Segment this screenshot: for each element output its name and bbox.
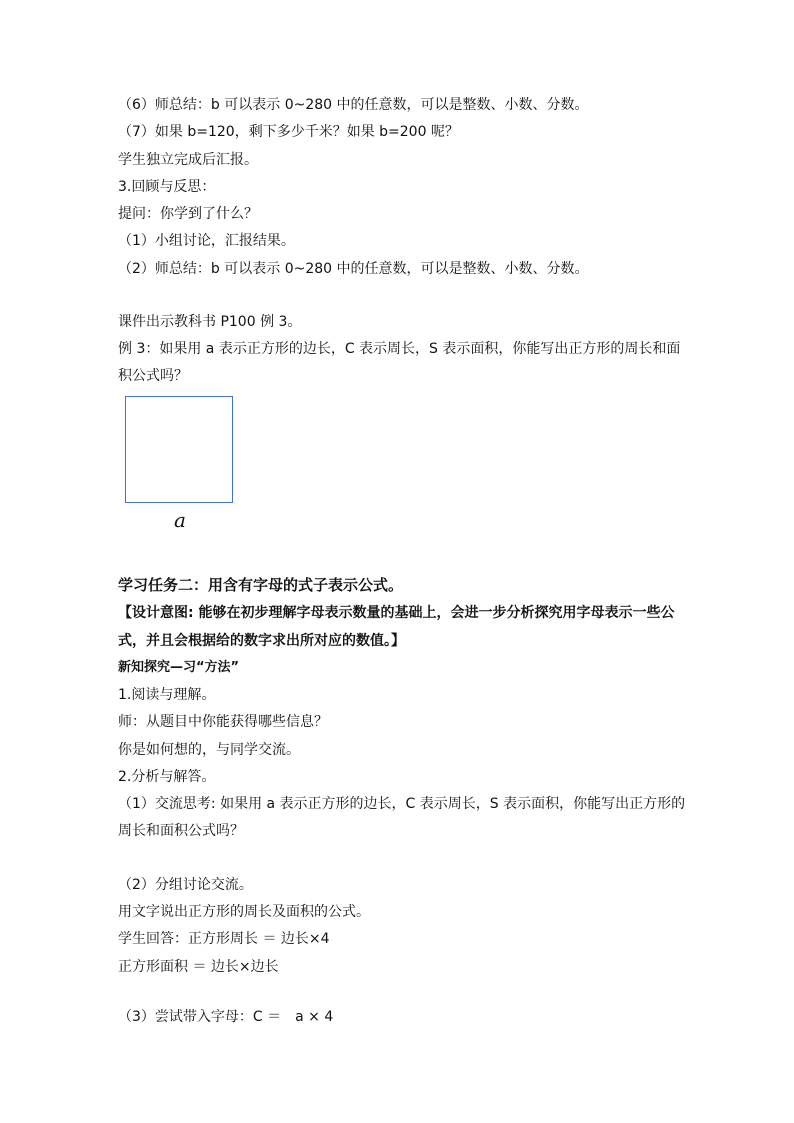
text-line: 课件出示教科书 P100 例 3。	[118, 314, 302, 330]
design-intent: 【设计意图: 能够在初步理解字母表示数量的基础上，会进一步分析探究用字母表示一些公	[118, 605, 675, 621]
text-line: （2）师总结：b 可以表示 0~280 中的任意数，可以是整数、小数、分数。	[118, 261, 589, 277]
subsection-title: 新知探究—习“方法”	[118, 660, 240, 675]
text-line: 用文字说出正方形的周长及面积的公式。	[118, 904, 370, 920]
text-line: （2）分组讨论交流。	[118, 877, 253, 893]
text-line: 学生独立完成后汇报。	[118, 152, 258, 168]
text-line: （1）小组讨论，汇报结果。	[118, 233, 295, 249]
text-line: （7）如果 b=120，剩下多少千米？如果 b=200 呢？	[118, 124, 459, 140]
text-line: （6）师总结：b 可以表示 0~280 中的任意数，可以是整数、小数、分数。	[118, 97, 589, 113]
text-line: （1）交流思考: 如果用 a 表示正方形的边长，C 表示周长，S 表示面积，你能写出正方形的	[118, 796, 686, 812]
text-line: 学生回答：正方形周长 ＝ 边长×4	[118, 931, 330, 947]
text-line: 1.阅读与理解。	[118, 687, 216, 703]
square-figure	[125, 396, 233, 503]
text-line: （3）尝试带入字母：C ＝ a × 4	[118, 1009, 334, 1025]
text-line: 例 3：如果用 a 表示正方形的边长，C 表示周长，S 表示面积，你能写出正方形的周长和面	[118, 341, 681, 357]
text-line: 提问：你学到了什么？	[118, 206, 258, 222]
design-intent: 式，并且会根据给的数字求出所对应的数值。】	[118, 633, 405, 649]
text-line: 你是如何想的，与同学交流。	[118, 742, 300, 758]
text-line: 周长和面积公式吗？	[118, 823, 244, 839]
section-title: 学习任务二：用含有字母的式子表示公式。	[118, 576, 404, 594]
square-side-label: a	[174, 508, 186, 532]
text-line: 正方形面积 ＝ 边长×边长	[118, 959, 279, 975]
text-line: 师：从题目中你能获得哪些信息？	[118, 714, 328, 730]
text-line: 3.回顾与反思：	[118, 179, 216, 195]
text-line: 2.分析与解答。	[118, 769, 216, 785]
text-line: 积公式吗？	[118, 368, 188, 384]
